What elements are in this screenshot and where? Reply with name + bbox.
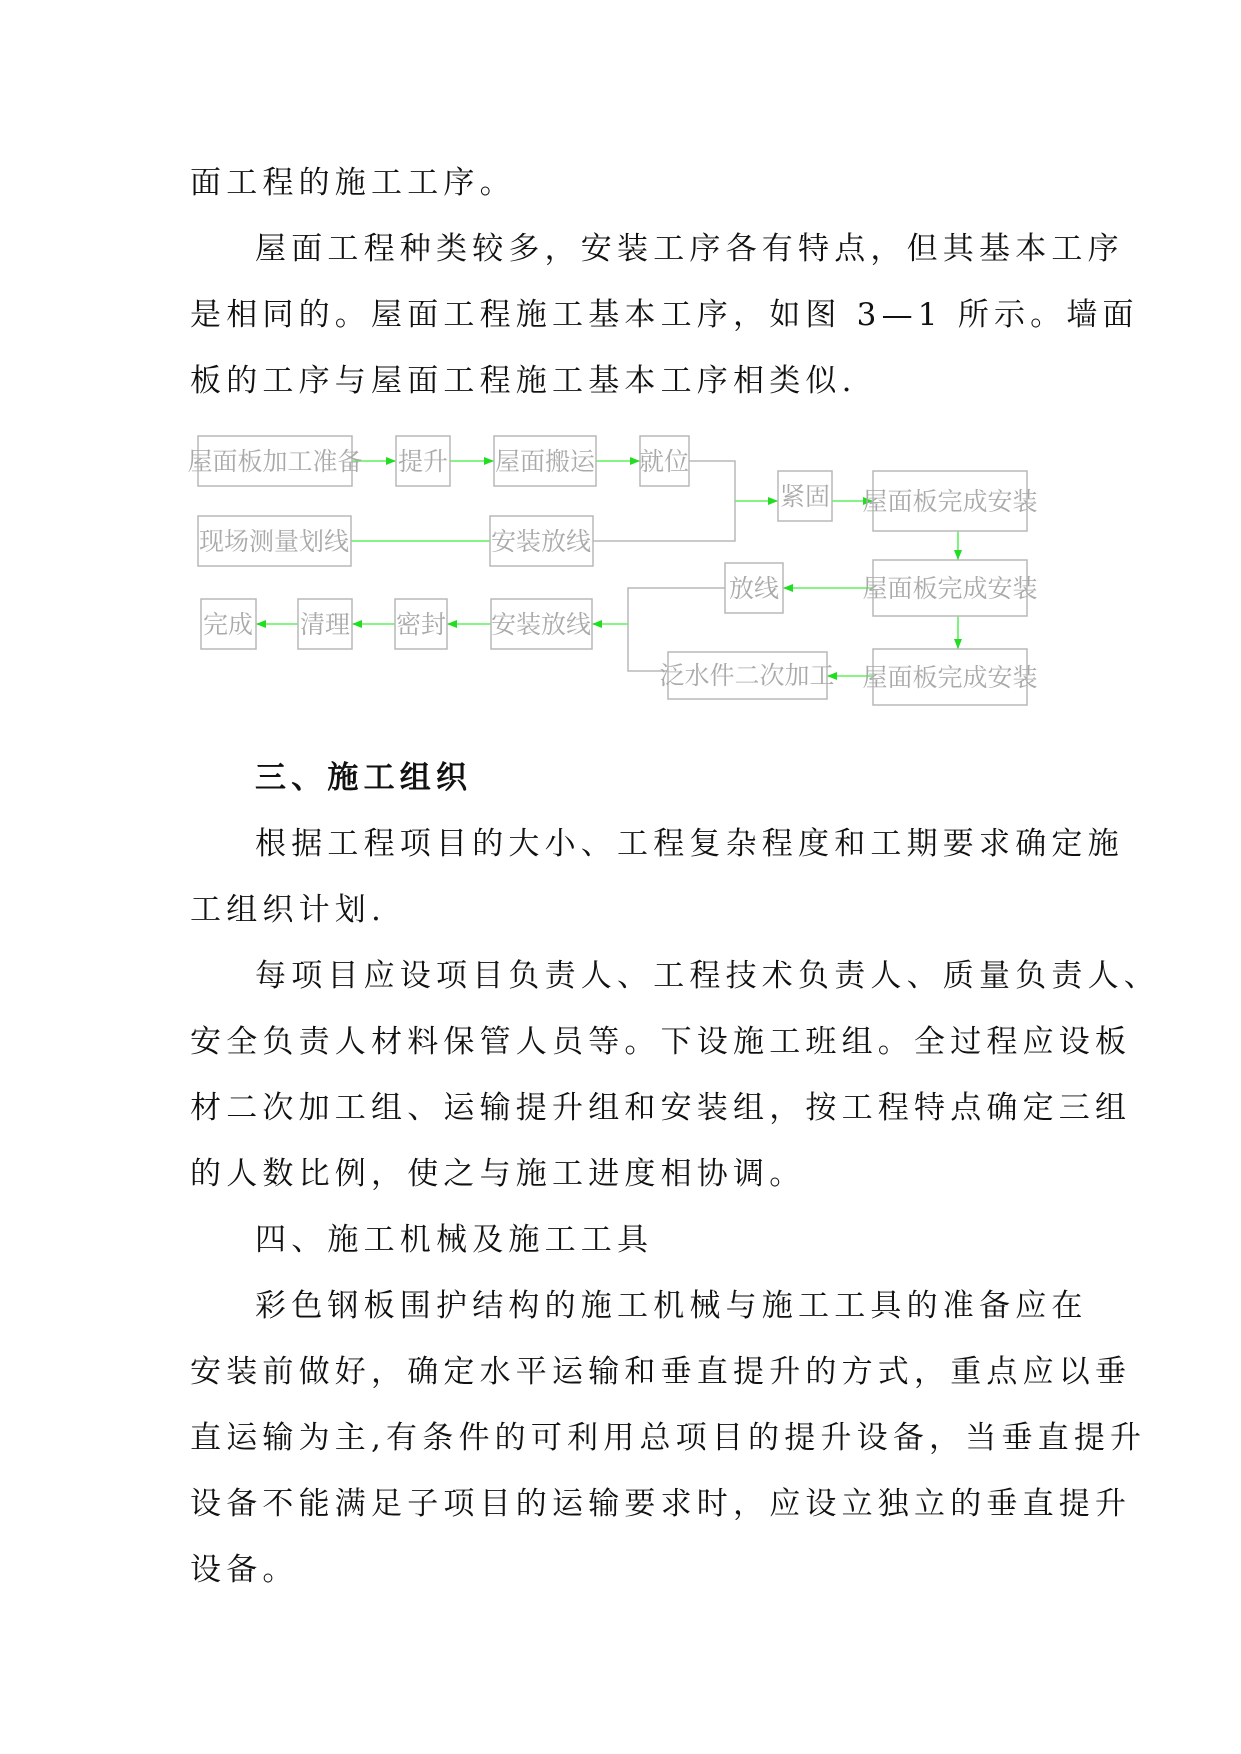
paragraph-line: 板的工序与屋面工程施工基本工序相类似. bbox=[190, 363, 857, 399]
flow-box-clean bbox=[298, 599, 352, 649]
paragraph-line: 面工程的施工工序。 bbox=[190, 165, 516, 201]
paragraph-line: 工组织计划. bbox=[190, 892, 387, 928]
flow-box-label: 紧固 bbox=[779, 482, 831, 511]
flow-box-carry bbox=[494, 436, 596, 486]
paragraph-line: 设备。 bbox=[190, 1552, 299, 1588]
paragraph-line: 设备不能满足子项目的运输要求时，应设立独立的垂直提升 bbox=[190, 1486, 1132, 1522]
flow-box-finish bbox=[201, 599, 256, 649]
flow-box-done3 bbox=[862, 649, 1037, 705]
flow-connectors bbox=[256, 461, 958, 676]
paragraph-line: 直运输为主,有条件的可利用总项目的提升设备，当垂直提升 bbox=[190, 1420, 1147, 1456]
paragraph-line: 屋面工程种类较多，安装工序各有特点，但其基本工序 bbox=[255, 231, 1124, 267]
flow-box-done1 bbox=[862, 471, 1037, 531]
paragraph-line: 根据工程项目的大小、工程复杂程度和工期要求确定施 bbox=[255, 826, 1124, 862]
flow-box-label: 提升 bbox=[397, 447, 449, 476]
section-heading: 三、施工组织 bbox=[255, 760, 473, 796]
flow-box-survey bbox=[198, 516, 351, 566]
flow-box-label: 现场测量划线 bbox=[198, 527, 350, 556]
flow-box-label: 清理 bbox=[299, 610, 351, 639]
flow-box-place bbox=[639, 436, 689, 486]
flow-box-done2 bbox=[862, 560, 1037, 616]
flow-box-label: 放线 bbox=[728, 574, 780, 603]
flow-box-label: 安装放线 bbox=[490, 527, 592, 556]
paragraph-line: 的人数比例，使之与施工进度相协调。 bbox=[190, 1156, 806, 1192]
flow-box-label: 屋面板完成安装 bbox=[862, 663, 1038, 692]
flow-arrowheads bbox=[256, 457, 962, 680]
flow-box-setout3 bbox=[491, 599, 592, 649]
paragraph-line: 安装前做好，确定水平运输和垂直提升的方式，重点应以垂 bbox=[190, 1354, 1132, 1390]
flow-box-label: 屋面板完成安装 bbox=[862, 574, 1038, 603]
paragraph-line: 材二次加工组、运输提升组和安装组，按工程特点确定三组 bbox=[190, 1090, 1132, 1126]
flow-box-flash bbox=[659, 652, 834, 699]
flow-box-label: 屋面搬运 bbox=[494, 447, 596, 476]
paragraph-line: 安全负责人材料保管人员等。下设施工班组。全过程应设板 bbox=[190, 1024, 1132, 1060]
flow-box-setout1 bbox=[490, 516, 593, 566]
flow-box-label: 泛水件二次加工 bbox=[659, 661, 835, 690]
flow-box-label: 完成 bbox=[202, 610, 254, 639]
section-heading: 四、施工机械及施工工具 bbox=[255, 1222, 654, 1258]
flow-box-fasten bbox=[778, 471, 832, 521]
flow-box-lift bbox=[396, 436, 450, 486]
flow-box-setout2 bbox=[725, 563, 783, 613]
flow-box-label: 安装放线 bbox=[490, 610, 592, 639]
flow-box-label: 密封 bbox=[395, 610, 447, 639]
paragraph-line: 每项目应设项目负责人、工程技术负责人、质量负责人、 bbox=[255, 958, 1160, 994]
paragraph-line: 是相同的。屋面工程施工基本工序，如图 3—1 所示。墙面 bbox=[190, 297, 1139, 333]
flow-box-prep bbox=[187, 436, 362, 486]
flow-box-seal bbox=[395, 599, 447, 649]
flow-box-label: 屋面板完成安装 bbox=[862, 487, 1038, 516]
flow-box-label: 就位 bbox=[638, 447, 690, 476]
paragraph-line: 彩色钢板围护结构的施工机械与施工工具的准备应在 bbox=[255, 1288, 1088, 1324]
flow-box-label: 屋面板加工准备 bbox=[187, 447, 363, 476]
